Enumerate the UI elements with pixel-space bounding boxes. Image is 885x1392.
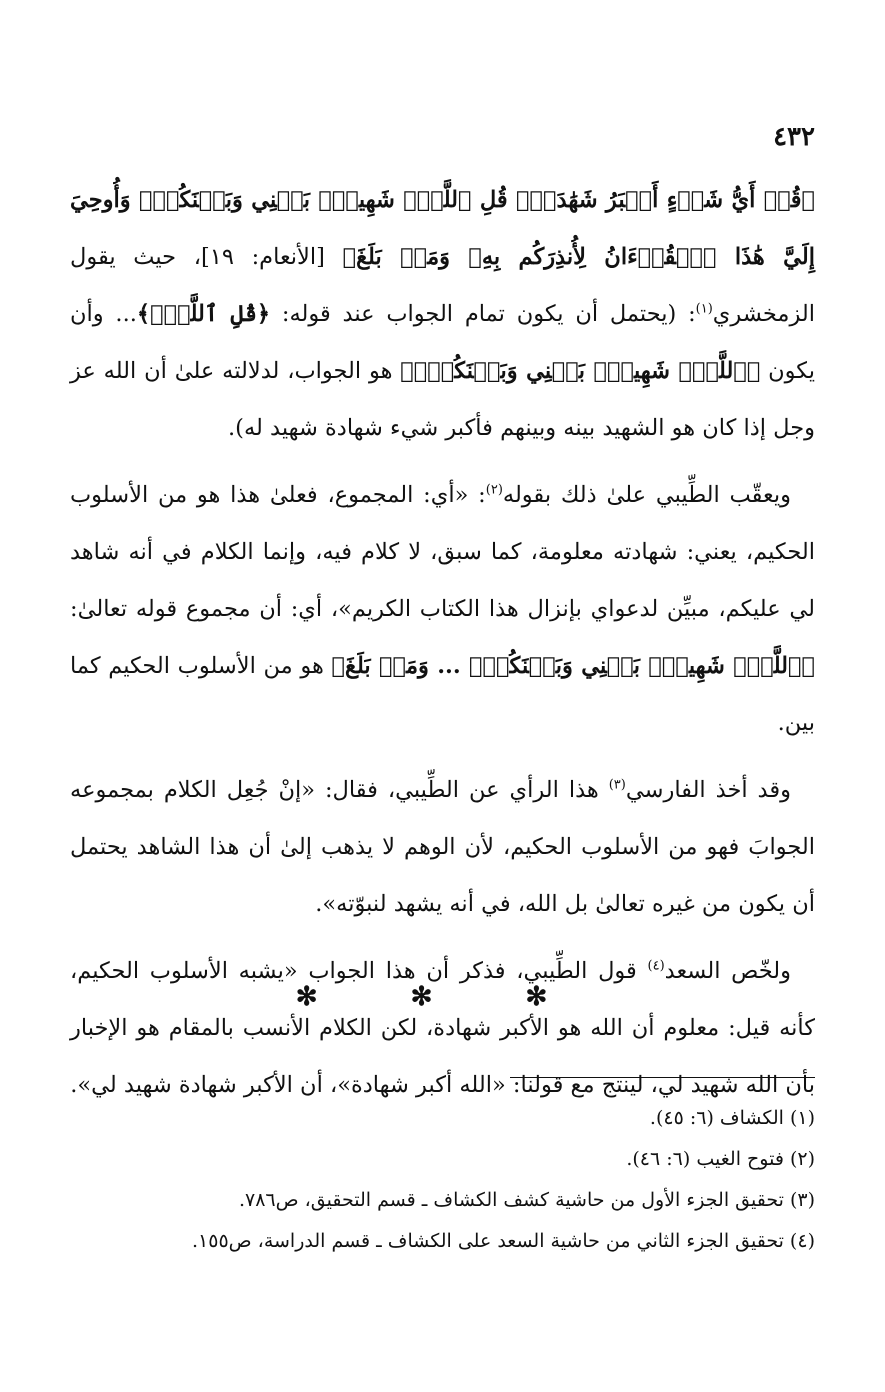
section-separator: ✻ ✻ ✻: [295, 982, 590, 1012]
page-number: ٤٣٢: [773, 122, 815, 152]
text-segment: هذا الرأي عن الطِّيبي، فقال: «إنْ جُعِل الكلام بمجموعه الجوابَ فهو من الأسلوب الحكيم، لأن الوهم لا يذهب إلىٰ أن هذا الشاهد يحتمل أن يكون من غيره تعالىٰ بل الله، في أنه يشهد لنبوّته».: [70, 777, 815, 917]
paragraph-1: [70, 172, 815, 457]
footnote-3: (٣) تحقيق الجزء الأول من حاشية كشف الكشاف ـ قسم التحقيق، ص٧٨٦.: [238, 1189, 815, 1211]
paragraph-4: [70, 943, 815, 1114]
text-segment: ... وأن يكون: [70, 301, 815, 384]
footnote-4: (٤) تحقيق الجزء الثاني من حاشية السعد على الكشاف ـ قسم الدراسة، ص١٥٥.: [192, 1230, 815, 1252]
footnote-ref: (١): [695, 301, 713, 317]
quran-verse: ﴿قُلِ ٱللَّهُۖ﴾: [136, 301, 271, 327]
footnote-ref: (٣): [608, 777, 626, 793]
footnote-ref: (٢): [485, 482, 503, 498]
paragraph-3: [70, 762, 815, 933]
footnote-2: (٢) فتوح الغيب (٦: ٤٦).: [626, 1148, 815, 1170]
text-segment: [الأنعام: ١٩]، حيث يقول الزمخشري: [70, 244, 815, 327]
footnote-ref: (٤): [647, 958, 665, 974]
paragraph-2: [70, 467, 815, 752]
footnote-1: (١) الكشاف (٦: ٤٥).: [649, 1107, 815, 1129]
text-segment: وقد أخذ الفارسي: [625, 777, 791, 803]
quran-verse: ﴿قُلۡ أَيُّ شَيۡءٍ أَكۡبَرُ شَهَٰدَةٗۖ قُلِ ٱللَّهُۖ شَهِيدُۢ بَيۡنِي وَبَيۡنَكُمۡۚ وَأُوحِيَ إِلَيَّ هَٰذَا ٱلۡقُرۡءَانُ لِأُنذِرَكُم بِهِۦ وَمَنۢ بَلَغَ﴾: [70, 187, 815, 270]
quran-verse: ﴿ٱللَّهُۖ شَهِيدُۢ بَيۡنِي وَبَيۡنَكُمۡۚ﴾: [400, 358, 761, 384]
text-segment: : «أي: المجموع، فعلىٰ هذا هو من الأسلوب الحكيم، يعني: شهادته معلومة، كما سبق، لا كلام فيه، وإنما الكلام في أنه شاهد لي عليكم، مبيِّن لدعواي بإنزال هذا الكتاب الكريم»، أي: أن مجموع قوله تعالىٰ:: [70, 482, 815, 622]
text-segment: هو من الأسلوب الحكيم كما بين.: [70, 653, 815, 736]
text-segment: ويعقّب الطِّيبي علىٰ ذلك بقوله: [502, 482, 791, 508]
quran-verse: ﴿ٱللَّهُۖ شَهِيدُۢ بَيۡنِي وَبَيۡنَكُمۡۚ ... وَمَنۢ بَلَغَ﴾: [331, 653, 816, 679]
footnote-divider: [510, 1077, 815, 1078]
text-segment: : (يحتمل أن يكون تمام الجواب عند قوله:: [270, 301, 696, 327]
text-segment: قول الطِّيبي، فذكر أن هذا الجواب «يشبه الأسلوب الحكيم، كأنه قيل: معلوم أن الله هو الأكبر شهادة، لكن الكلام الأنسب بالمقام هو الإخبار بأن الله شهيد لي، لينتج مع قولنا: «الله أكبر شهادة»، أن الأكبر شهادة شهيد لي».: [70, 958, 815, 1098]
text-segment: ولخّص السعد: [664, 958, 791, 984]
footnotes: [70, 1098, 815, 1262]
text-segment: هو الجواب، لدلالته علىٰ أن الله عز وجل إذا كان هو الشهيد بينه وبينهم فأكبر شيء شهادة شهيد له).: [70, 358, 815, 441]
